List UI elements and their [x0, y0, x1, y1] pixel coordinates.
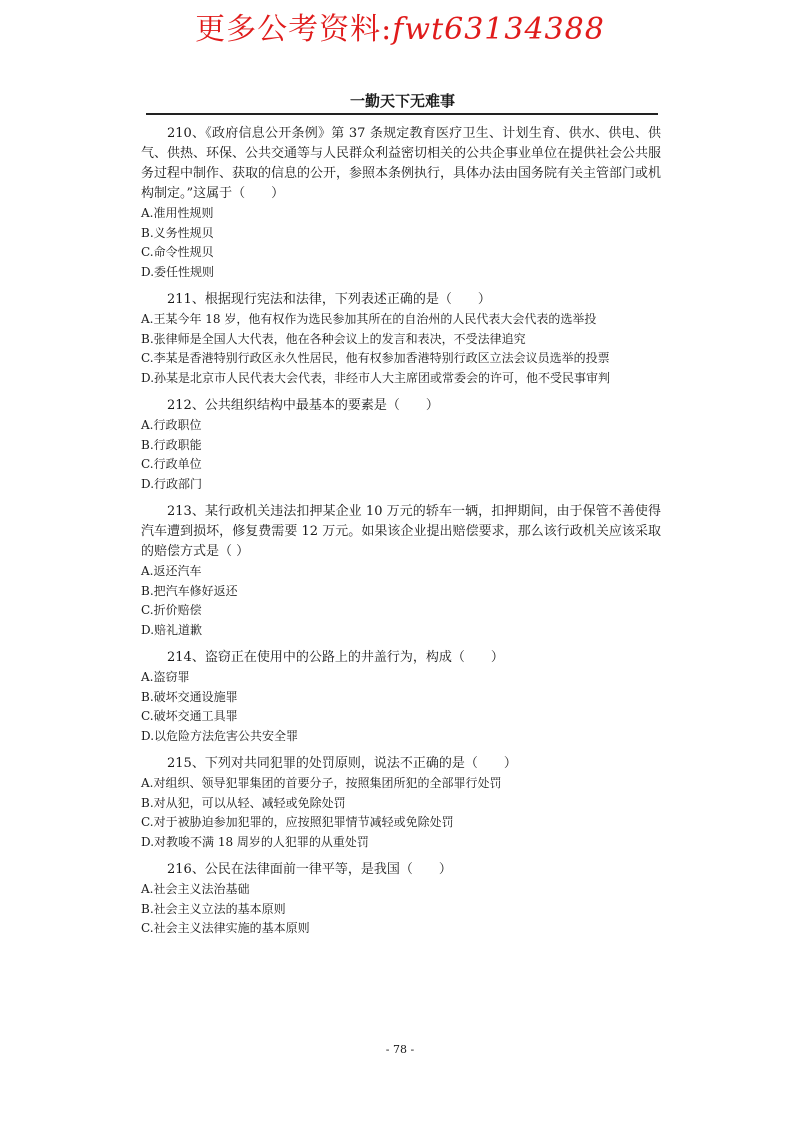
answer-option: C.社会主义法律实施的基本原则: [141, 921, 310, 935]
answer-option: B.行政职能: [141, 437, 202, 452]
option-list: [141, 880, 661, 939]
answer-option: D.行政部门: [141, 476, 203, 491]
answer-option: B.社会主义立法的基本原则: [141, 901, 286, 916]
option-list: [141, 204, 661, 282]
page-number: - 78 -: [385, 1043, 415, 1056]
question-stem: 213、某行政机关违法扣押某企业 10 万元的轿车一辆，扣押期间，由于保管不善使得汽车遭到损坏，修复费需要 12 万元。如果该企业提出赔偿要求，那么该行政机关应该采取的赔偿方式是（ ）: [141, 504, 661, 559]
question-item: [141, 648, 661, 746]
answer-option: B.张律师是全国人大代表，他在各种会议上的发言和表决，不受法律追究: [141, 331, 526, 346]
answer-option: B.对从犯，可以从轻、减轻或免除处罚: [141, 795, 346, 810]
question-item: [141, 396, 661, 494]
answer-option: C.李某是香港特别行政区永久性居民，他有权参加香港特别行政区立法会议员选举的投票: [141, 351, 610, 365]
answer-option: C.对于被胁迫参加犯罪的，应按照犯罪情节减轻或免除处罚: [141, 815, 454, 829]
question-stem: 212、公共组织结构中最基本的要素是（ ）: [167, 398, 439, 413]
watermark-prefix: 更多公考资料:: [195, 12, 393, 47]
answer-option: A.返还汽车: [141, 564, 202, 578]
option-list: [141, 310, 661, 388]
watermark-id: fwt63134388: [392, 12, 605, 47]
answer-option: C.行政单位: [141, 457, 202, 471]
question-stem: 214、盗窃正在使用中的公路上的井盖行为，构成（ ）: [167, 650, 504, 665]
question-stem: 211、根据现行宪法和法律，下列表述正确的是（ ）: [167, 292, 491, 307]
watermark-banner: [0, 4, 800, 48]
question-stem: 210、《政府信息公开条例》第 37 条规定教育医疗卫生、计划生育、供水、供电、供气、供热、环保、公共交通等与人民群众利益密切相关的公共企事业单位在提供社会公共服务过程中制作、获取的信息的公开，参照本条例执行，具体办法由国务院有关主管部门或机构制定。”这属于（ ）: [141, 126, 662, 201]
answer-option: B.把汽车修好返还: [141, 583, 238, 598]
question-item: [141, 754, 661, 852]
answer-option: D.赔礼道歉: [141, 622, 203, 637]
option-list: [141, 562, 661, 640]
option-list: [141, 774, 661, 852]
question-stem: 215、下列对共同犯罪的处罚原则，说法不正确的是（ ）: [167, 756, 517, 771]
answer-option: C.命令性规贝: [141, 245, 214, 259]
answer-option: C.折价赔偿: [141, 603, 202, 617]
answer-option: B.义务性规贝: [141, 225, 214, 240]
answer-option: A.对组织、领导犯罪集团的首要分子，按照集团所犯的全部罪行处罚: [141, 776, 502, 790]
option-list: [141, 416, 661, 494]
page-header-title: 一勤天下无难事: [349, 92, 455, 110]
question-item: [141, 860, 661, 939]
answer-option: D.以危险方法危害公共安全罪: [141, 728, 299, 743]
answer-option: A.盗窃罪: [141, 670, 190, 684]
question-item: [141, 124, 661, 282]
question-item: [141, 290, 661, 388]
answer-option: D.孙某是北京市人民代表大会代表，非经市人大主席团或常委会的许可，他不受民事审判: [141, 370, 611, 385]
question-item: [141, 502, 661, 640]
question-stem: 216、公民在法律面前一律平等，是我国（ ）: [167, 862, 452, 877]
header-divider: [146, 113, 658, 115]
answer-option: A.准用性规则: [141, 206, 214, 220]
answer-option: A.社会主义法治基础: [141, 882, 250, 896]
option-list: [141, 668, 661, 746]
answer-option: A.王某今年 18 岁，他有权作为选民参加其所在的自治州的人民代表大会代表的选举投: [141, 312, 597, 326]
answer-option: D.对教唆不满 18 周岁的人犯罪的从重处罚: [141, 834, 369, 849]
answer-option: B.破坏交通设施罪: [141, 689, 238, 704]
answer-option: D.委任性规则: [141, 264, 215, 279]
question-list: [141, 124, 661, 947]
answer-option: C.破坏交通工具罪: [141, 709, 238, 723]
answer-option: A.行政职位: [141, 418, 202, 432]
